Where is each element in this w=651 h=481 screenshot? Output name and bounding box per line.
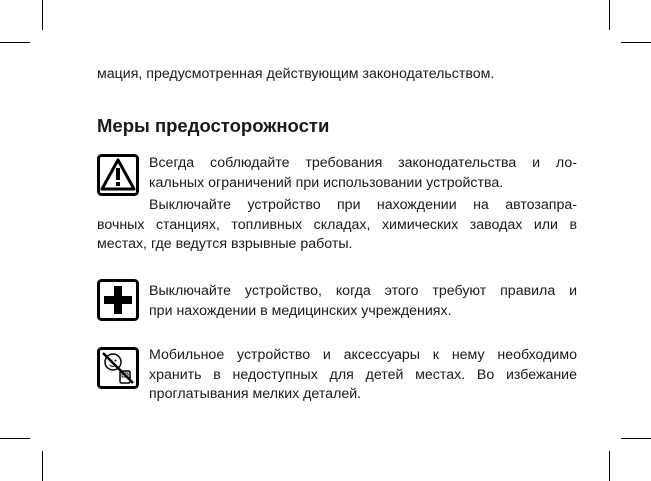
text-line: при нахождении в медицинских учреждениях.	[149, 302, 452, 319]
crop-mark	[621, 42, 651, 43]
crop-mark	[0, 438, 30, 439]
medical-paragraph	[149, 282, 577, 321]
warning-triangle-icon	[97, 154, 139, 196]
text-line: кальных ограничений при использовании устройства.	[149, 174, 504, 191]
crop-mark	[42, 0, 43, 30]
crop-mark	[0, 42, 30, 43]
text-line: хранить в недоступных для детей местах. Во избежание	[149, 366, 577, 383]
text-line: Мобильное устройство и аксессуары к нему необходимо	[149, 347, 577, 363]
warning-paragraph-1	[149, 154, 577, 193]
warning-paragraph-2	[97, 196, 577, 255]
crop-mark	[621, 438, 651, 439]
medical-cross-icon	[97, 279, 139, 321]
crop-mark	[42, 451, 43, 481]
section-title: Меры предосторожности	[97, 115, 330, 136]
intro-line: мация, предусмотренная действующим законодательством.	[97, 66, 495, 82]
children-paragraph	[149, 346, 577, 405]
crop-mark	[609, 451, 610, 481]
crop-mark	[609, 0, 610, 30]
text-line: Выключайте устройство при нахождении на автозапра-	[149, 197, 577, 213]
text-line: вочных станциях, топливных складах, химических заводах или в	[97, 216, 577, 233]
text-line: проглатывания мелких деталей.	[149, 386, 362, 402]
text-line: местах, где ведутся взрывные работы.	[97, 236, 353, 252]
text-line: Всегда соблюдайте требования законодательства и ло-	[149, 155, 577, 171]
text-line: Выключайте устройство, когда этого требуют правила и	[149, 283, 577, 299]
keep-away-from-children-icon	[97, 347, 139, 389]
